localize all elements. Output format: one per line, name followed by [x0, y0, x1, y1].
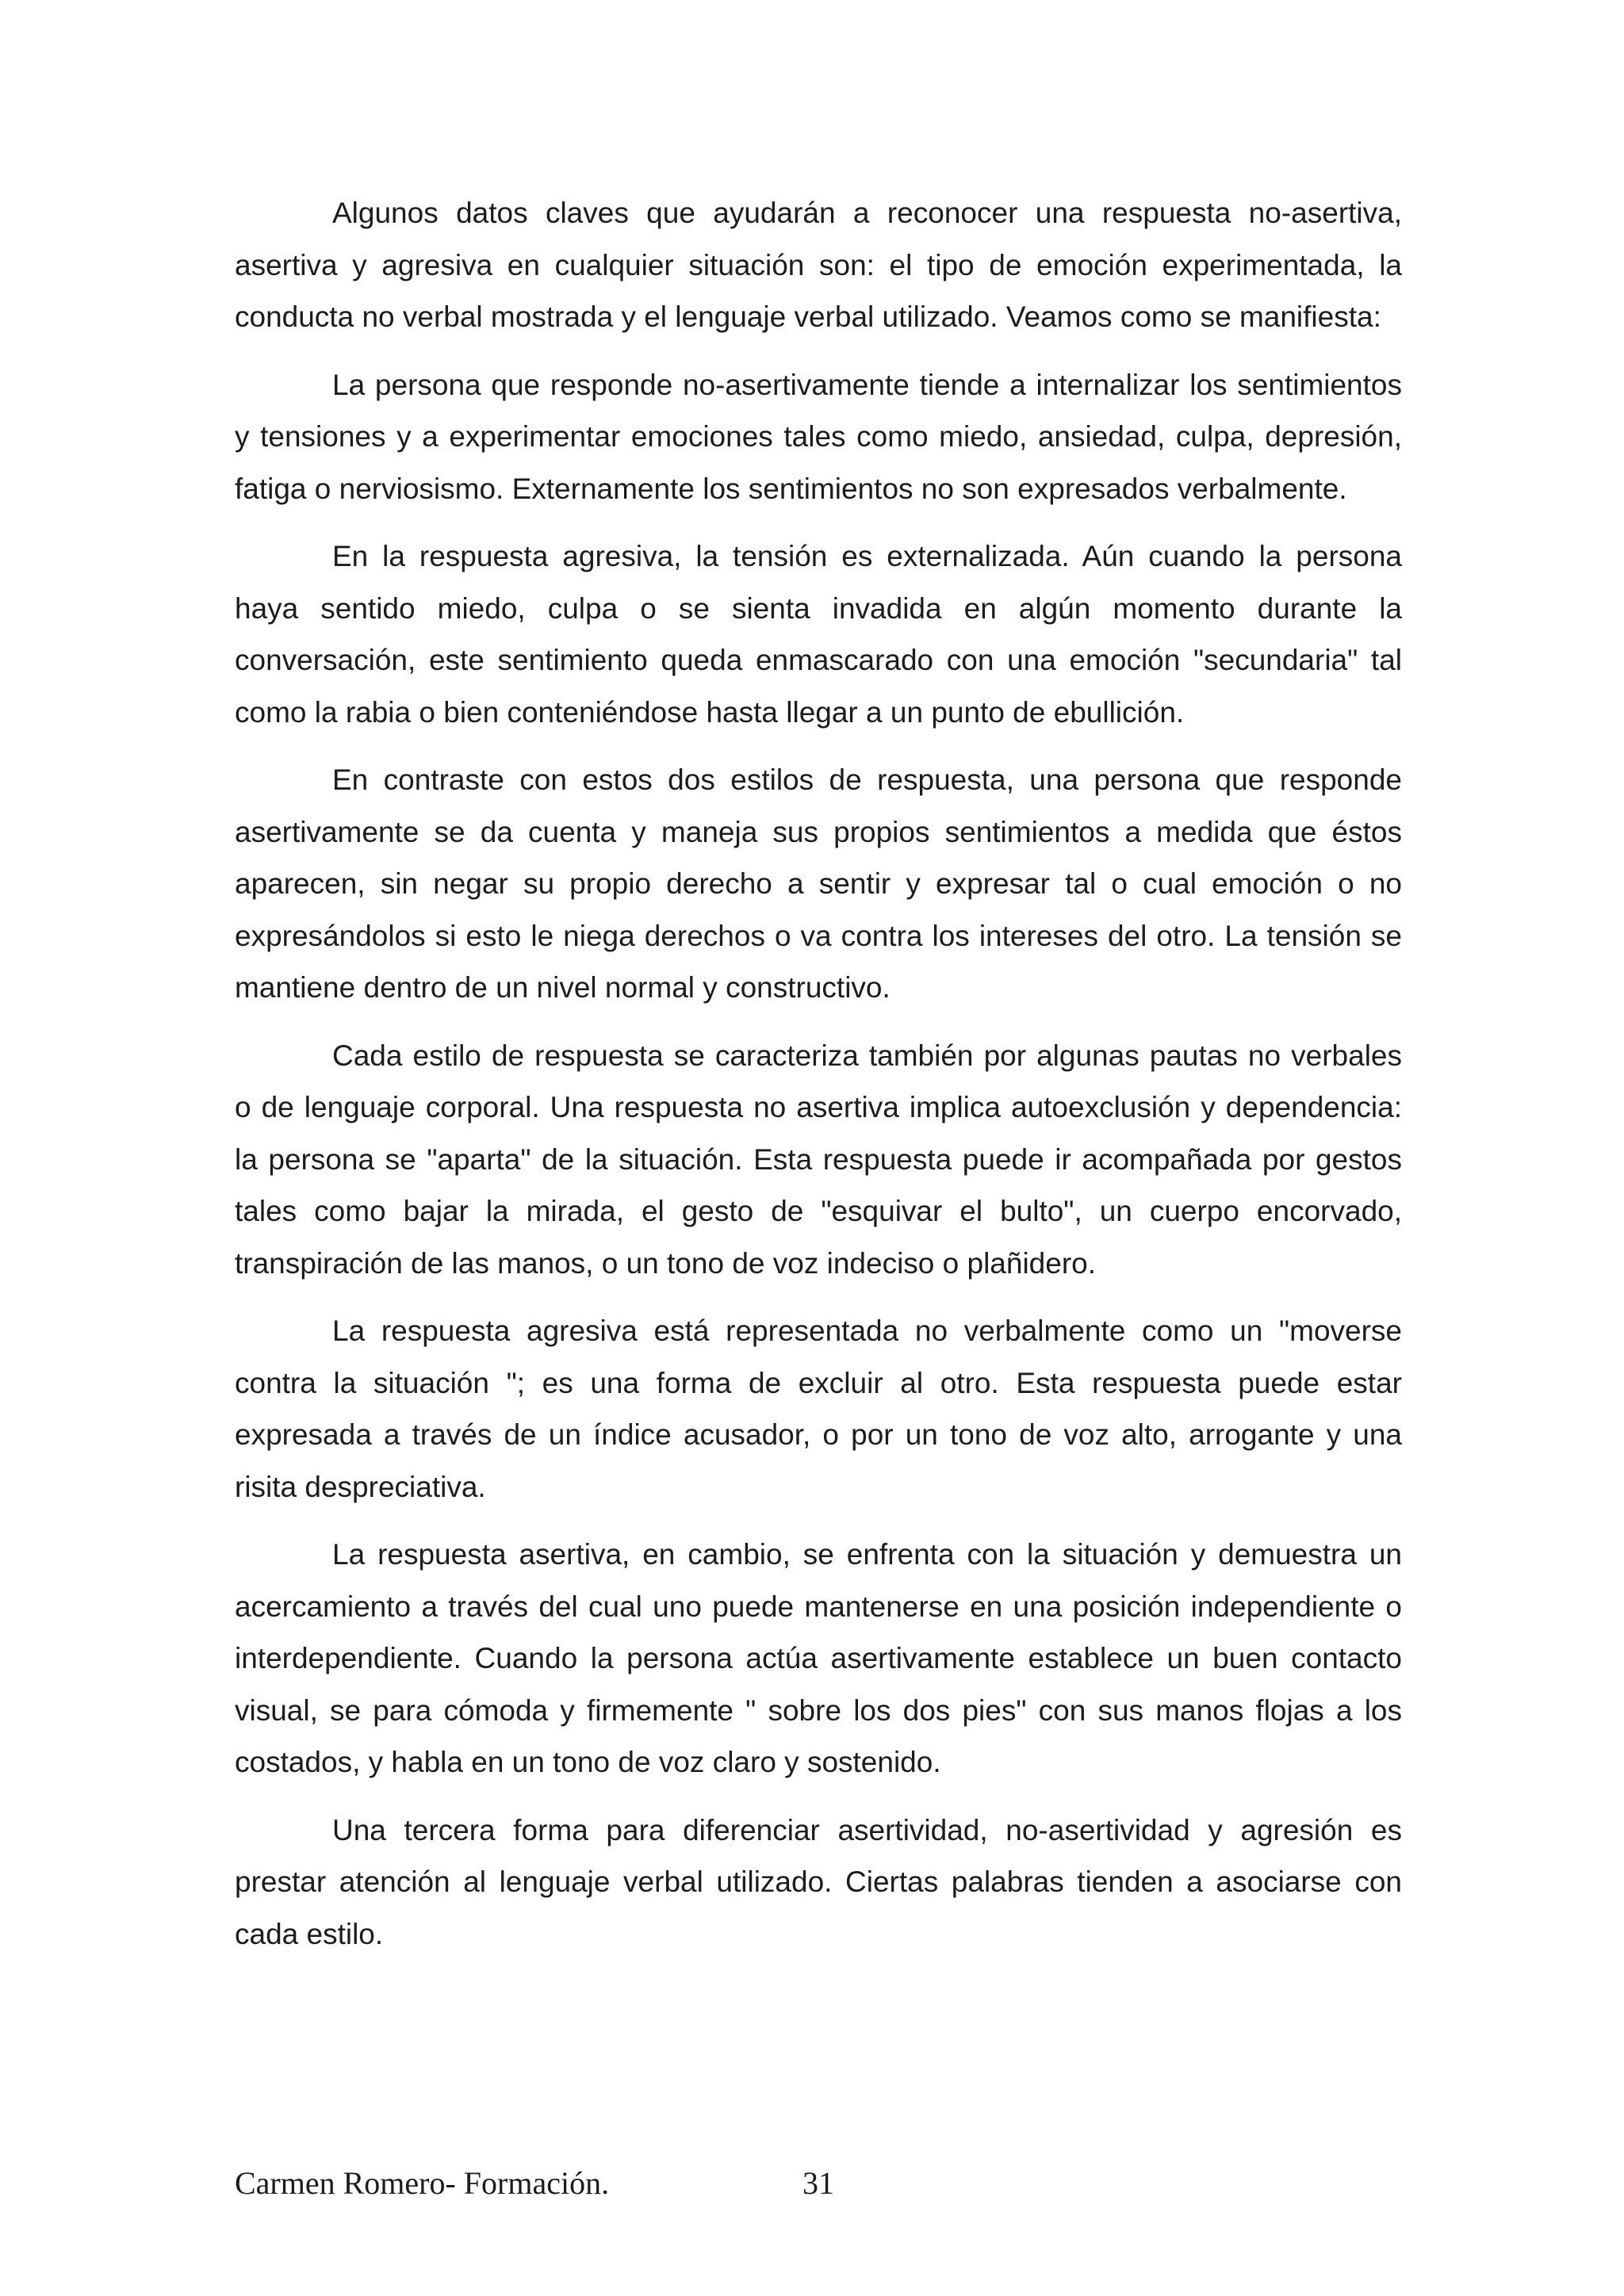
body-text	[235, 187, 1402, 1976]
page-number: 31	[802, 2165, 834, 2201]
page-footer	[235, 2164, 1402, 2212]
paragraph: La respuesta agresiva está representada no verbalmente como un "moverse contra la situación "; es una forma de excluir al otro. Esta respuesta puede estar expresada a través de un índice acusador, o por un tono de voz alto, arrogante y una risita despreciativa.	[235, 1314, 1402, 1503]
paragraph: En la respuesta agresiva, la tensión es externalizada. Aún cuando la persona haya sentido miedo, culpa o se sienta invadida en algún momento durante la conversación, este sentimiento queda enmascarado con una emoción "secundaria" tal como la rabia o bien conteniéndose hasta llegar a un punto de ebullición.	[235, 540, 1402, 729]
paragraph: Cada estilo de respuesta se caracteriza también por algunas pautas no verbales o de lenguaje corporal. Una respuesta no asertiva implica autoexclusión y dependencia: la persona se "aparta" de la situación. Esta respuesta puede ir acompañada por gestos tales como bajar la mirada, el gesto de "esquivar el bulto", un cuerpo encorvado, transpiración de las manos, o un tono de voz indeciso o plañidero.	[235, 1039, 1402, 1280]
paragraph: La respuesta asertiva, en cambio, se enfrenta con la situación y demuestra un acercamiento a través del cual uno puede mantenerse en una posición independiente o interdependiente. Cuando la persona actúa asertivamente establece un buen contacto visual, se para cómoda y firmemente " sobre los dos pies" con sus manos flojas a los costados, y habla en un tono de voz claro y sostenido.	[235, 1538, 1402, 1778]
paragraph: Una tercera forma para diferenciar asertividad, no-asertividad y agresión es prestar atención al lenguaje verbal utilizado. Ciertas palabras tienden a asociarse con cada estilo.	[235, 1813, 1402, 1950]
footer-author: Carmen Romero- Formación.	[235, 2165, 610, 2201]
paragraph: La persona que responde no-asertivamente tiende a internalizar los sentimientos y tensiones y a experimentar emociones tales como miedo, ansiedad, culpa, depresión, fatiga o nerviosismo. Externamente los sentimientos no son expresados verbalmente.	[235, 368, 1402, 505]
paragraph: En contraste con estos dos estilos de respuesta, una persona que responde asertivamente se da cuenta y maneja sus propios sentimientos a medida que éstos aparecen, sin negar su propio derecho a sentir y expresar tal o cual emoción o no expresándolos si esto le niega derechos o va contra los intereses del otro. La tensión se mantiene dentro de un nivel normal y constructivo.	[235, 763, 1402, 1004]
paragraph: Algunos datos claves que ayudarán a reconocer una respuesta no-asertiva, asertiva y agresiva en cualquier situación son: el tipo de emoción experimentada, la conducta no verbal mostrada y el lenguaje verbal utilizado. Veamos como se manifiesta:	[235, 197, 1402, 333]
